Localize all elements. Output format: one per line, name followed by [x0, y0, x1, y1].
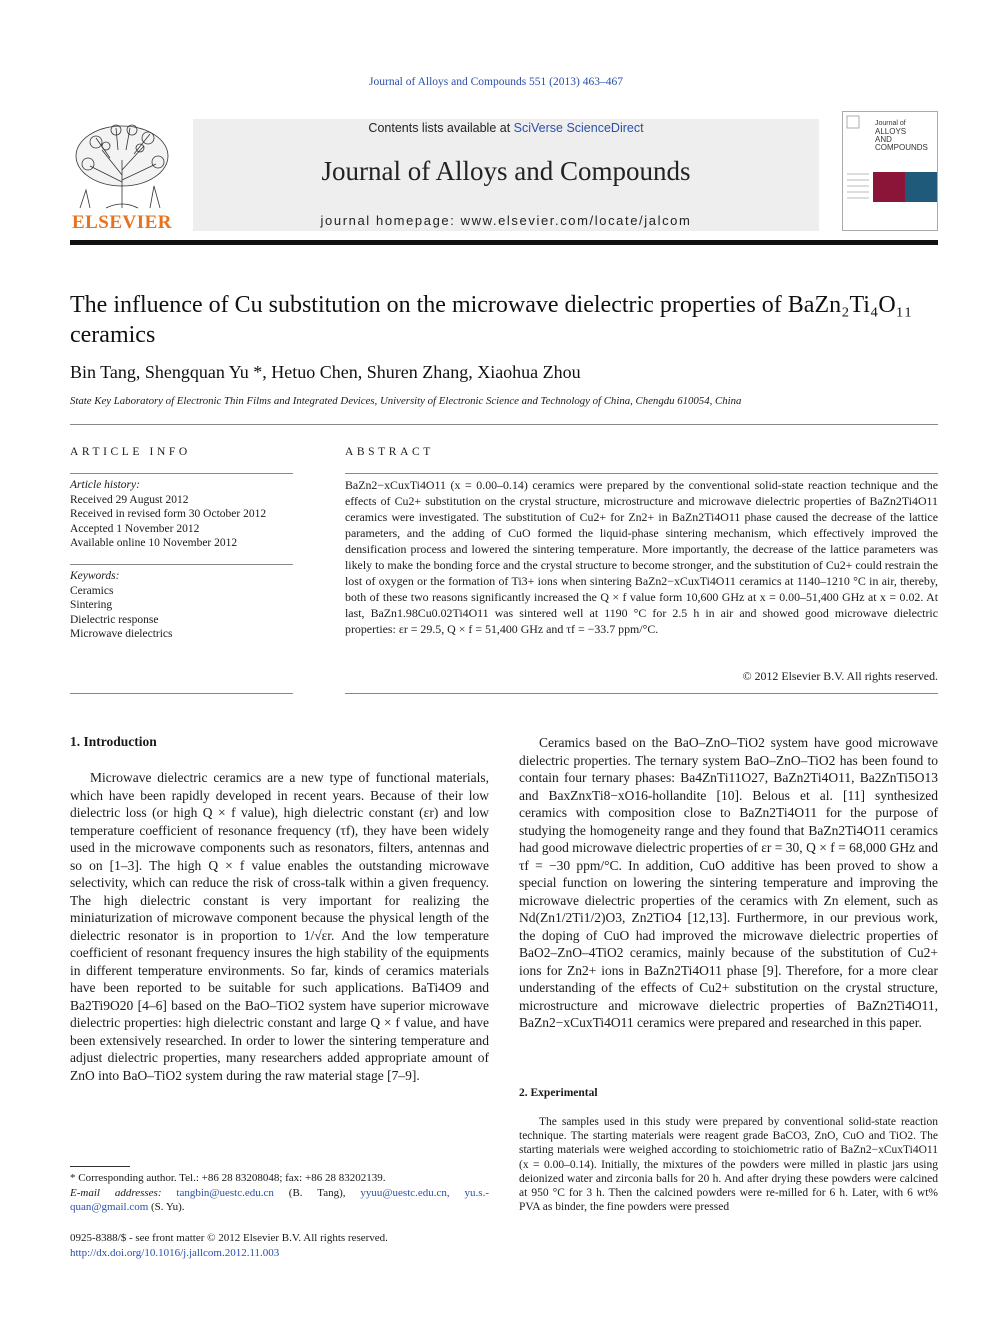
- keyword: Ceramics: [70, 584, 114, 597]
- email-link[interactable]: tangbin@uestc.edu.cn: [176, 1186, 274, 1199]
- article-info-heading: ARTICLE INFO: [70, 446, 191, 458]
- author-list[interactable]: Bin Tang, Shengquan Yu *, Hetuo Chen, Shuren Zhang, Xiaohua Zhou: [70, 362, 581, 382]
- divider: [345, 473, 938, 474]
- keyword: Microwave dielectrics: [70, 628, 173, 640]
- footnote-rule: [70, 1166, 130, 1167]
- elsevier-wordmark: ELSEVIER: [71, 212, 173, 233]
- sciencedirect-link[interactable]: SciVerse ScienceDirect: [513, 121, 644, 135]
- divider: [70, 564, 293, 565]
- keywords-label: Keywords:: [70, 570, 120, 582]
- contents-prefix: Contents lists available at: [368, 121, 514, 135]
- issn-block: [70, 1231, 489, 1260]
- history-entry: Available online 10 November 2012: [70, 537, 238, 549]
- author-affiliation: State Key Laboratory of Electronic Thin Films and Integrated Devices, University of Electronic Science and Technology of China, Chengdu 610054, China: [70, 395, 742, 407]
- abstract-text: BaZn2−xCuxTi4O11 (x = 0.00–0.14) ceramics were prepared by the conventional solid-state reaction technique and the effects of Cu2+ substitution on the crystal structure, microstructure and microwave dielectric properties of BaZn2Ti4O11 ceramics were investigated. The substitution of Cu2+ for Zn2+ in BaZn2Ti4O11 phase caused the decrease of the lattice parameters, and the adding of CuO formed the liquid-phase sintering mechanism, which effectively improved the densification process and lowered the sintering temperature. More importantly, the decrease of the lattice parameters was likely to make the bonding force and the crystal structure to become stronger, and the substitution of Cu2+ could restrain the lost of oxygen or the formation of Ti3+ ions when sintering BaZn2−xCuxTi4O11 ceramics at 1140–1210 °C in air, thereby, both of these two reasons significantly increased the Q × f value form 10,600 GHz at x = 0.00–51,400 GHz at x = 0.02. At last, BaZn1.98Cu0.02Ti4O11 was sintered well at 1190 °C for 2.5 h in air and showed good microwave dielectric properties: εr = 29.5, Q × f = 51,400 GHz and τf = −33.7 ppm/°C.: [345, 478, 938, 636]
- email-label: E-mail addresses:: [70, 1186, 162, 1199]
- doi-link[interactable]: http://dx.doi.org/10.1016/j.jallcom.2012.11.003: [70, 1246, 280, 1259]
- abstract-heading: ABSTRACT: [345, 446, 434, 458]
- journal-homepage-link[interactable]: journal homepage: www.elsevier.com/locate/jalcom: [320, 213, 692, 228]
- divider: [70, 693, 293, 694]
- header-rule: [70, 240, 938, 245]
- section-heading-introduction: 1. Introduction: [70, 734, 157, 749]
- introduction-paragraph: Microwave dielectric ceramics are a new type of functional materials, which have been rapidly developed in recent years. Because of their low dielectric loss (or high Q × f value), high dielectric constant (εr) and low temperature coefficient of resonance frequency (τf), they have been widely used in the microwave components such as resonators, filters, antennas and so on [1–3]. The high Q × f value enables the outstanding microwave selectivity, which can reduce the risk of cross-talk within a given frequency. The high dielectric constant is very important for realizing the miniaturization of microwave component because the physical length of the dielectric resonator is in proportion to 1/√εr. And the low temperature coefficient of resonant frequency insures the high stability of the equipments in different temperature environments. So far, kinds of ceramics materials have been reported to be suitable for such applications. BaTi4O9 and Ba2Ti9O20 [4–6] based on the BaO–TiO2 system have superior microwave dielectric properties: high dielectric constant and large Q × f value, and have been extensively researched. In order to lower the sintering temperature and adjust dielectric properties, many researchers added appropriate amount of ZnO into BaO–TiO2 system during the raw material stage [7–9].: [70, 770, 489, 1083]
- history-entry: Received 29 August 2012: [70, 493, 189, 506]
- cover-title-line: Journal of: [875, 120, 906, 127]
- journal-cover-thumbnail: [842, 111, 938, 231]
- cover-title-line: AND COMPOUNDS: [875, 135, 928, 152]
- divider: [70, 473, 293, 474]
- cover-title: [875, 120, 935, 152]
- history-entry: Accepted 1 November 2012: [70, 522, 200, 535]
- section-heading-experimental: 2. Experimental: [519, 1087, 598, 1099]
- keyword: Dielectric response: [70, 613, 159, 626]
- abstract-copyright: © 2012 Elsevier B.V. All rights reserved.: [742, 669, 938, 683]
- history-label: Article history:: [70, 479, 140, 491]
- article-title: The influence of Cu substitution on the microwave dielectric properties of BaZn₂Ti₄O₁₁ ceramics: [70, 292, 913, 348]
- journal-title: Journal of Alloys and Compounds: [321, 156, 691, 186]
- experimental-paragraph: The samples used in this study were prepared by conventional solid-state reaction technique. The starting materials were reagent grade BaCO3, ZnO, CuO and TiO2. The starting materials were weighed according to stoichiometric ratio of BaZn2−xCuxTi4O11 (x = 0.00–0.14). Initially, the mixtures of the powders were milled in plastic jars using deionized water and zirconia balls for 20 h. And after drying these powders were calcined at 950 °C for 3 h. Then the calcined powders were re-milled for 6 h. Later, with 6 wt% PVA as binder, the fine powders were pressed: [519, 1116, 938, 1214]
- email-owner: (B. Tang),: [288, 1186, 346, 1199]
- corresponding-author-footnote: [70, 1171, 489, 1215]
- footnote-emails: [70, 1186, 489, 1215]
- email-link[interactable]: yyuu@uestc.edu.cn, yu.s.-quan@gmail.com: [70, 1186, 489, 1213]
- issn-line: 0925-8388/$ - see front matter © 2012 Elsevier B.V. All rights reserved.: [70, 1232, 388, 1244]
- footnote-contact: * Corresponding author. Tel.: +86 28 83208048; fax: +86 28 83202139.: [70, 1172, 386, 1184]
- introduction-paragraph: Ceramics based on the BaO–ZnO–TiO2 system have good microwave dielectric properties. The ternary system BaO–ZnO–TiO2 has been found to contain four ternary phases: Ba4ZnTi11O27, BaZn2Ti4O11, Ba2ZnTi5O13 and BaxZnxTi8−xO16-hollandite [10]. Belous et al. [11] synthesized ceramics with composition close to BaZn2Ti4O11 for the purpose of studying the homogeneity range and they found that BaZn2Ti4O11 ceramics had good microwave dielectric properties of εr = 30, Q × f = 68,000 GHz and τf = −30 ppm/°C. In addition, CuO additive has been proved to show a special function on lowering the sintering temperature and improving the microwave dielectric properties of the ceramics with Zn element, such as Nd(Zn1/2Ti1/2)O3, Zn2TiO4 [12,13]. Furthermore, in our previous work, the doping of CuO had improved the microwave dielectric properties of BaO2–ZnO–4TiO2 ceramics, mainly because of the substitution of Cu2+ ions for Zn2+ ions in BaZn2Ti4O11 phase [9]. Therefore, for a more clear understanding of the effects of Cu2+ substitution on the crystal structure, microstructure and microwave dielectric properties of BaZn2Ti4O11, BaZn2−xCuxTi4O11 ceramics were prepared and researched in this paper.: [519, 735, 938, 1030]
- journal-citation[interactable]: Journal of Alloys and Compounds 551 (2013) 463–467: [369, 76, 623, 88]
- divider: [345, 693, 938, 694]
- history-entry: Received in revised form 30 October 2012: [70, 508, 267, 520]
- article-history: [70, 478, 293, 551]
- cover-title-line: ALLOYS: [875, 127, 907, 136]
- keyword: Sintering: [70, 599, 113, 611]
- contents-line: [193, 121, 819, 135]
- keywords: [70, 569, 293, 642]
- divider: [70, 424, 938, 425]
- email-owner: (S. Yu).: [151, 1201, 185, 1213]
